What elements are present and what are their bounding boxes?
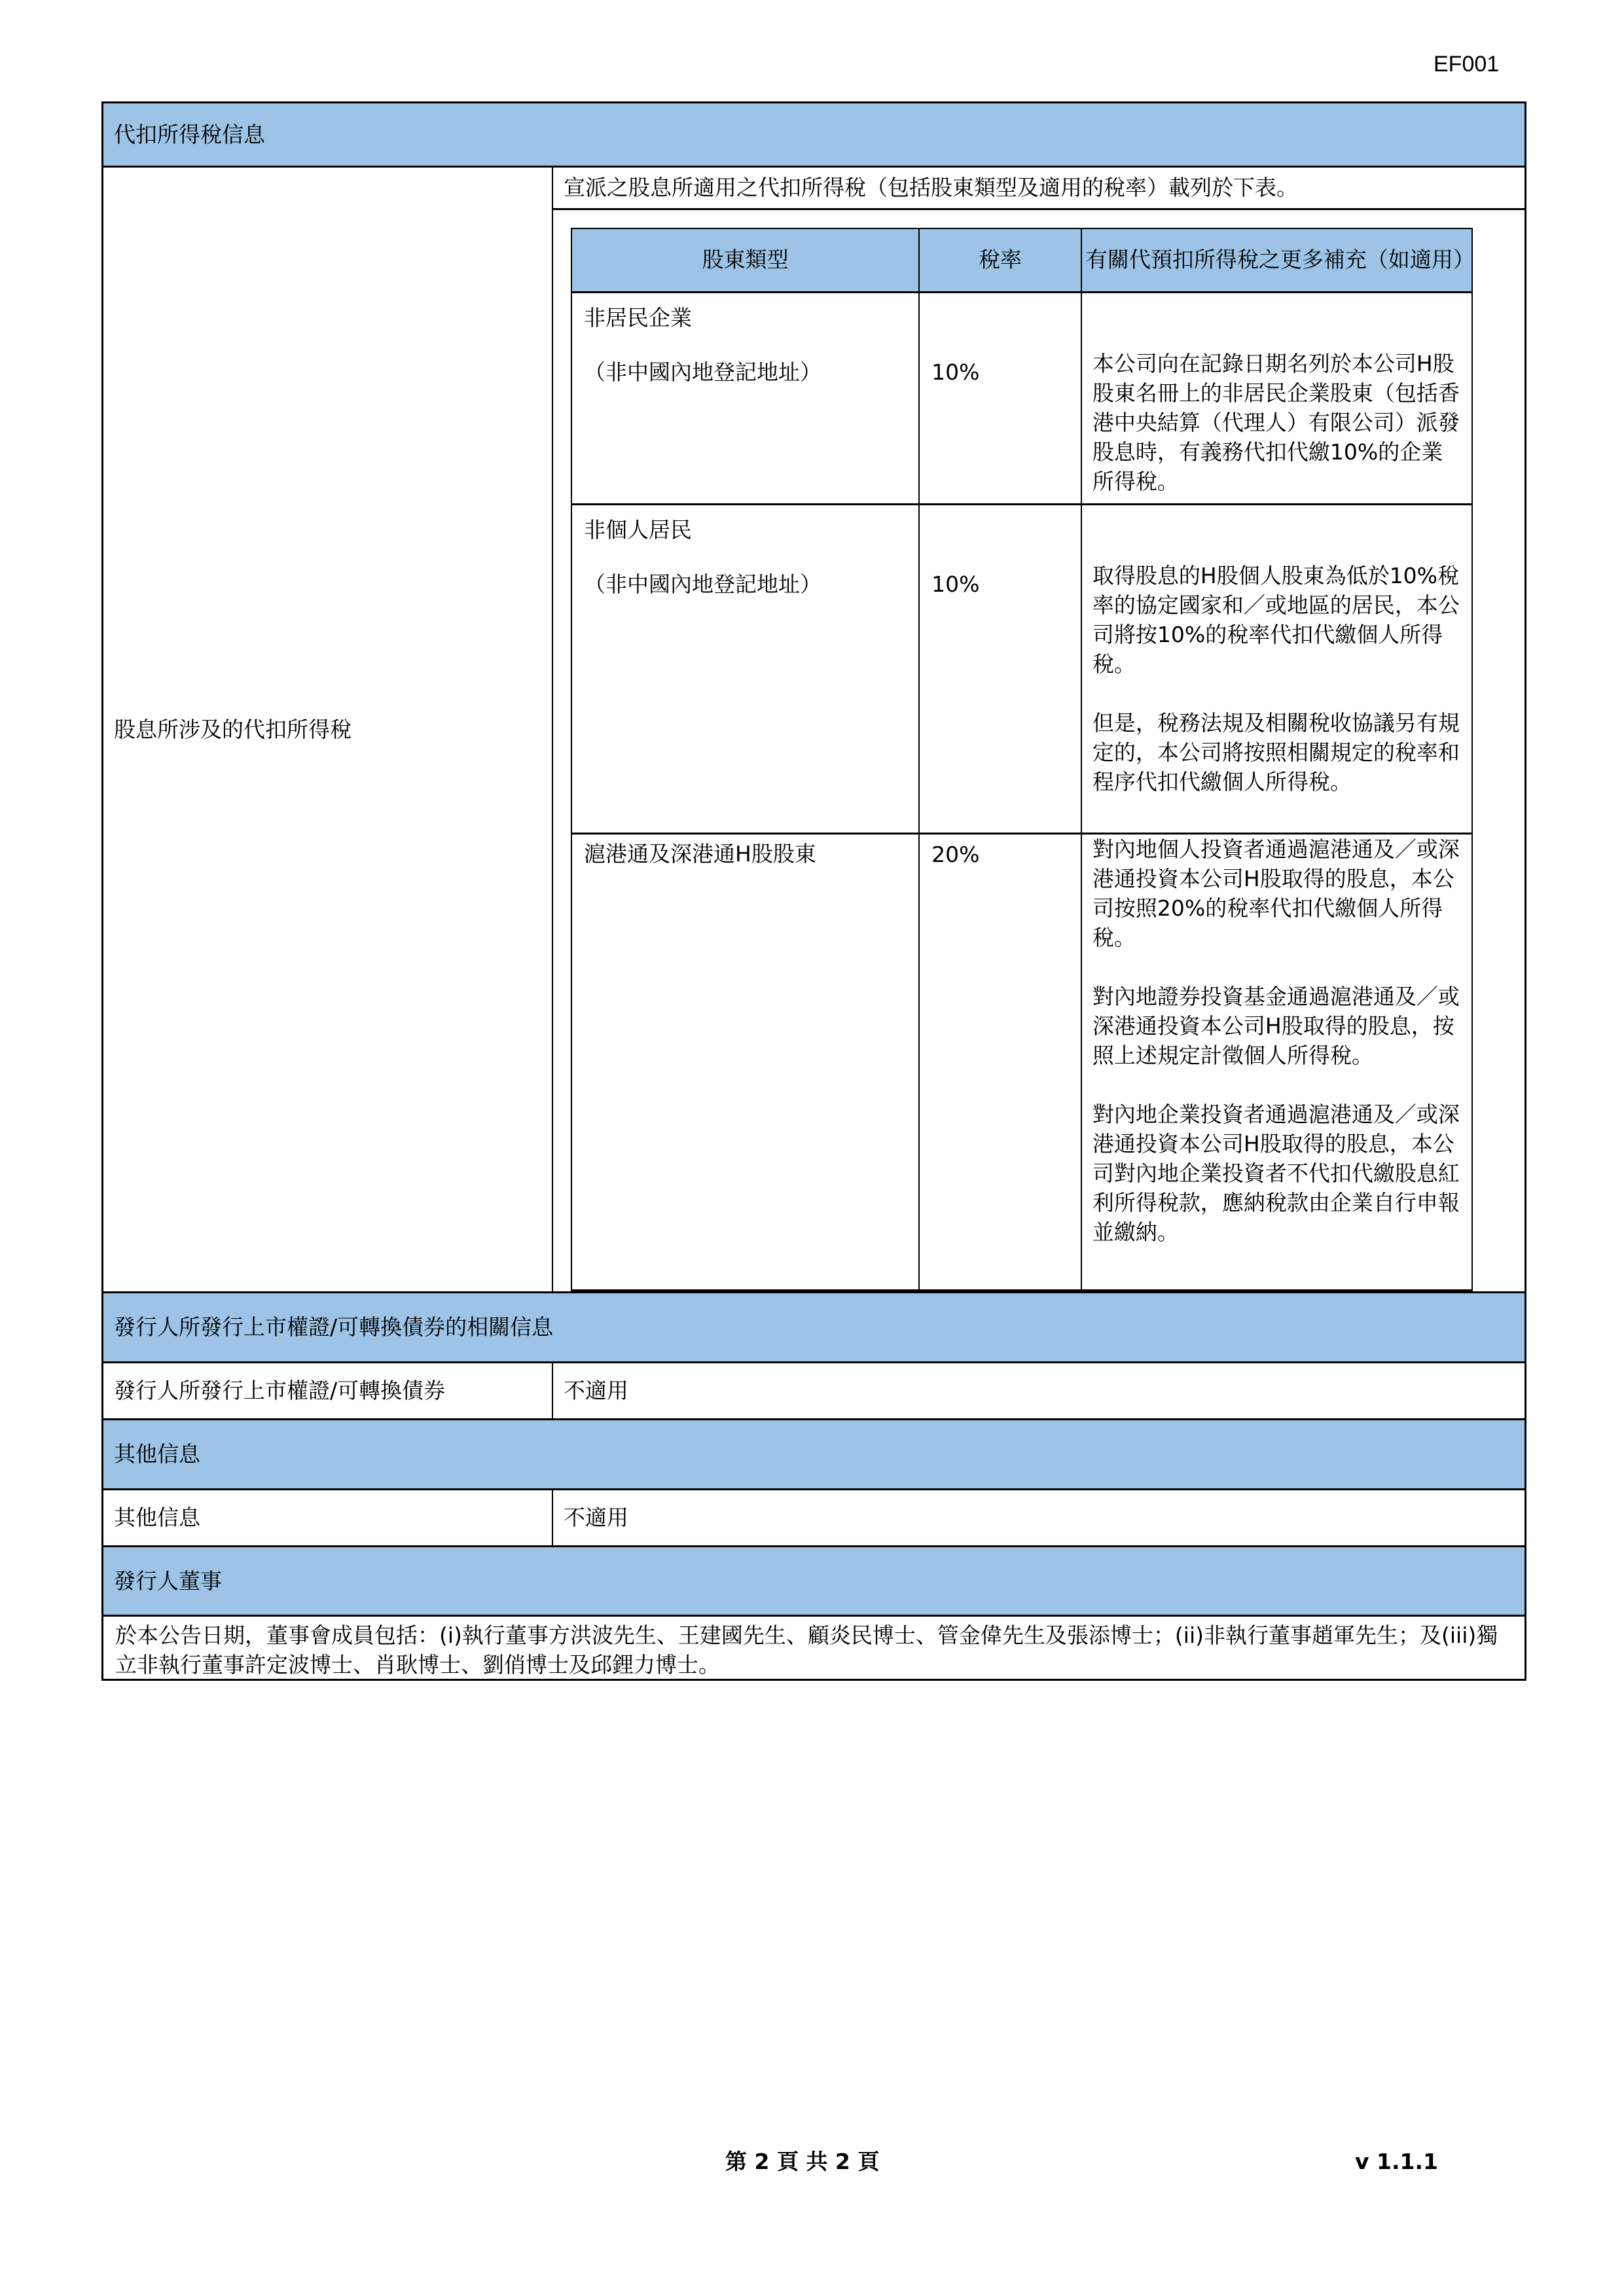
- field-label: 股息所涉及的代扣所得稅: [114, 716, 352, 742]
- withholding-intro: [553, 168, 1525, 210]
- tax-rate-cell: 20%: [919, 834, 1081, 1291]
- column-header-notes: 有關代預扣所得稅之更多補充（如適用）: [1081, 228, 1472, 293]
- column-header-shareholder-type: 股東類型: [571, 228, 919, 293]
- field-label: 發行人所發行上市權證/可轉換債券: [114, 1378, 446, 1403]
- table-row: [571, 293, 1472, 505]
- notes-cell: [1081, 505, 1472, 834]
- note-paragraph: 對內地個人投資者通過滬港通及／或深港通投資本公司H股取得的股息，本公司按照20%的稅率代扣代繳個人所得稅。: [1092, 836, 1460, 950]
- tax-rate-cell: 10%: [919, 293, 1081, 505]
- withholding-value-cell: [553, 168, 1525, 1291]
- section-header-directors: [103, 1547, 1525, 1617]
- note-paragraph: 對內地企業投資者通過滬港通及／或深港通投資本公司H股取得的股息，本公司對內地企業投資者不代扣代繳股息紅利所得稅款，應納稅款由企業自行申報並繳納。: [1092, 1102, 1460, 1245]
- note-paragraph: 本公司向在記錄日期名列於本公司H股股東名冊上的非居民企業股東（包括香港中央結算（代理人）有限公司）派發股息時，有義務代扣代繳10%的企業所得稅。: [1092, 351, 1460, 494]
- notes-cell: [1081, 293, 1472, 505]
- section-title: 發行人董事: [114, 1568, 222, 1594]
- tax-rate-cell: 10%: [919, 505, 1081, 834]
- field-value: 不適用: [564, 1505, 628, 1530]
- shareholder-type: 非個人居民: [584, 517, 692, 543]
- shareholder-type-sub: （非中國內地登記地址）: [584, 359, 821, 385]
- table-row: [571, 834, 1472, 1291]
- section-header-other: [103, 1420, 1525, 1490]
- withholding-label-cell: [103, 168, 553, 1291]
- withholding-row: [103, 168, 1525, 1293]
- field-value-cell: [553, 1490, 1525, 1545]
- field-label-cell: [103, 1490, 553, 1545]
- section-header-withholding: [103, 103, 1525, 168]
- shareholder-type-cell: [571, 834, 919, 1291]
- note-paragraph: 但是，稅務法規及相關稅收協議另有規定的，本公司將按照相關規定的稅率和程序代扣代繳個人所得稅。: [1092, 710, 1460, 795]
- field-label: 其他信息: [114, 1505, 200, 1530]
- section-title: 發行人所發行上市權證/可轉換債券的相關信息: [114, 1314, 554, 1340]
- page-number: 第 2 頁 共 2 頁: [725, 2149, 880, 2174]
- shareholder-type-cell: [571, 505, 919, 834]
- shareholder-type-sub: （非中國內地登記地址）: [584, 571, 821, 597]
- section-header-warrants: [103, 1293, 1525, 1363]
- other-info-row: [103, 1490, 1525, 1547]
- withholding-table-wrap: [553, 210, 1525, 1292]
- table-header-row: [571, 228, 1472, 293]
- directors-text: 於本公告日期，董事會成員包括：(i)執行董事方洪波先生、王建國先生、顧炎民博士、管金偉先生及張添博士；(ii)非執行董事趙軍先生；及(iii)獨立非執行董事許定波博士、肖耿博士、劉俏博士及邱鋰力博士。: [103, 1617, 1525, 1681]
- field-value-cell: [553, 1363, 1525, 1418]
- warrants-row: [103, 1363, 1525, 1420]
- form-code: EF001: [1434, 52, 1500, 77]
- field-label-cell: [103, 1363, 553, 1418]
- section-title: 代扣所得稅信息: [114, 121, 265, 147]
- section-title: 其他信息: [114, 1441, 200, 1467]
- field-value: 不適用: [564, 1378, 628, 1403]
- table-row: [571, 505, 1472, 834]
- shareholder-type-cell: [571, 293, 919, 505]
- note-paragraph: 對內地證券投資基金通過滬港通及／或深港通投資本公司H股取得的股息，按照上述規定計徵個人所得稅。: [1092, 984, 1460, 1068]
- shareholder-type: 非居民企業: [584, 305, 692, 331]
- withholding-table: [571, 228, 1473, 1292]
- shareholder-type: 滬港通及深港通H股股東: [584, 841, 816, 867]
- intro-text: 宣派之股息所適用之代扣所得稅（包括股東類型及適用的稅率）載列於下表。: [564, 174, 1298, 200]
- column-header-tax-rate: 稅率: [919, 228, 1081, 293]
- note-paragraph: 取得股息的H股個人股東為低於10%稅率的協定國家和／或地區的居民，本公司將按10%的稅率代扣代繳個人所得稅。: [1092, 563, 1460, 677]
- notes-cell: [1081, 834, 1472, 1291]
- announcement-form: [101, 101, 1526, 1681]
- version-label: v 1.1.1: [1355, 2149, 1438, 2174]
